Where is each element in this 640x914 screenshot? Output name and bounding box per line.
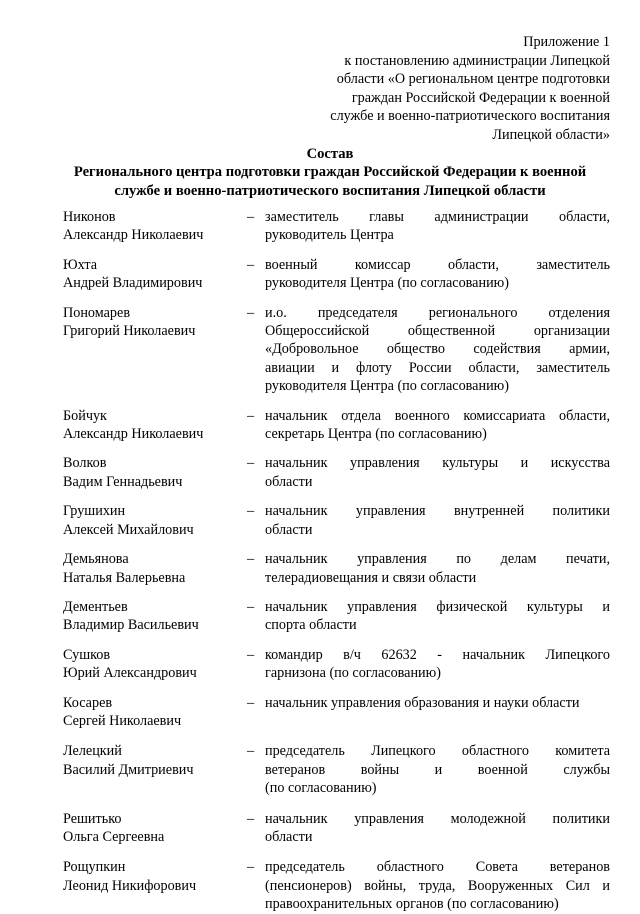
title-line: службе и военно-патриотического воспитания Липецкой области [114,182,546,199]
member-surname: Косарев [63,694,113,711]
member-row [63,742,610,797]
member-surname: Пономарев [63,304,131,321]
role-line: военный комиссар области, заместитель [265,256,610,273]
role-line: (по согласованию) [265,780,377,797]
appendix-line: Приложение 1 [523,34,610,50]
member-given-name: Андрей Владимирович [63,275,203,292]
member-row [63,454,610,491]
role-line: Общероссийской общественной организации [265,323,610,340]
role-line: ветеранов войны и военной службы [265,761,610,778]
dash-separator: – [247,256,255,273]
dash-separator: – [247,646,255,663]
role-line: (пенсионеров) войны, труда, Вооруженных Сил и [265,877,610,894]
member-row [63,646,610,683]
member-name [63,256,247,293]
role-line: авиации и флоту России области, заместитель [265,359,610,376]
member-surname: Грушихин [63,503,126,520]
role-line: начальник отдела военного комиссариата области, [265,407,610,424]
member-role [265,454,610,491]
member-given-name: Наталья Валерьевна [63,569,186,586]
role-line: спорта области [265,617,357,634]
role-line: начальник управления физической культуры и [265,598,610,615]
member-name [63,598,247,635]
member-given-name: Алексей Михайлович [63,521,194,538]
member-role [265,550,610,587]
member-role [265,858,610,913]
role-line: «Добровольное общество содействия армии, [265,341,610,358]
member-surname: Решитько [63,810,122,827]
title-line: Регионального центра подготовки граждан Российской Федерации к военной [73,164,587,181]
member-role [265,256,610,293]
member-given-name: Леонид Никифорович [63,877,197,894]
member-given-name: Сергей Николаевич [63,712,182,729]
role-line: области [265,828,313,845]
document-title [40,145,620,200]
member-row [63,502,610,539]
role-line: начальник управления внутренней политики [265,503,610,520]
role-line: председатель Липецкого областного комитета [265,743,610,760]
role-line: руководителя Центра (по согласованию) [265,378,509,395]
member-name [63,454,247,491]
member-surname: Сушков [63,646,111,663]
role-line: и.о. председателя регионального отделения [265,304,610,321]
members-list [63,208,610,914]
member-given-name: Александр Николаевич [63,227,204,244]
member-row [63,694,610,731]
dash-separator: – [247,304,255,321]
member-surname: Демьянова [63,551,129,568]
member-row [63,208,610,245]
appendix-block [280,33,610,145]
role-line: начальник управления образования и науки области [265,694,580,711]
member-name [63,858,247,913]
member-surname: Дементьев [63,598,128,615]
member-surname: Никонов [63,209,116,225]
member-given-name: Владимир Васильевич [63,617,199,634]
member-given-name: Василий Дмитриевич [63,761,194,778]
appendix-line: области «О региональном центре подготовки [336,71,610,88]
role-line: председатель областного Совета ветеранов [265,859,610,876]
appendix-line: службе и военно-патриотического воспитания [330,108,610,125]
member-name [63,304,247,396]
member-row [63,304,610,396]
member-name [63,646,247,683]
role-line: телерадиовещания и связи области [265,569,477,586]
member-role [265,598,610,635]
dash-separator: – [247,694,255,711]
member-surname: Рощупкин [63,859,126,876]
member-role [265,646,610,683]
member-given-name: Вадим Геннадьевич [63,473,183,490]
member-row [63,858,610,913]
member-given-name: Ольга Сергеевна [63,828,165,845]
member-name [63,810,247,847]
member-given-name: Юрий Александрович [63,665,197,682]
dash-separator: – [247,551,255,568]
member-given-name: Александр Николаевич [63,426,204,443]
dash-separator: – [247,407,255,424]
role-line: начальник управления молодежной политики [265,810,610,827]
dash-separator: – [247,859,255,876]
member-role [265,694,610,731]
member-role [265,810,610,847]
dash-separator: – [247,503,255,520]
member-row [63,407,610,444]
member-name [63,550,247,587]
role-line: секретарь Центра (по согласованию) [265,426,487,443]
appendix-line: к постановлению администрации Липецкой [344,52,610,69]
member-row [63,550,610,587]
member-role [265,407,610,444]
dash-separator: – [247,810,255,827]
member-name [63,742,247,797]
role-line: гарнизона (по согласованию) [265,665,441,682]
role-line: области [265,473,313,490]
member-name [63,407,247,444]
member-name [63,694,247,731]
role-line: правоохранительных органов (по согласованию) [265,896,559,913]
role-line: заместитель главы администрации области, [265,209,610,225]
member-role [265,742,610,797]
role-line: руководитель Центра [265,227,394,244]
member-role [265,502,610,539]
member-surname: Бойчук [63,407,107,424]
member-surname: Юхта [63,256,97,273]
role-line: области [265,521,313,538]
member-role [265,208,610,245]
member-surname: Лелецкий [63,743,122,760]
dash-separator: – [247,743,255,760]
role-line: руководителя Центра (по согласованию) [265,275,509,292]
role-line: начальник управления по делам печати, [265,551,610,568]
dash-separator: – [247,455,255,472]
member-role [265,304,610,396]
member-given-name: Григорий Николаевич [63,323,196,340]
role-line: командир в/ч 62632 - начальник Липецкого [265,646,610,663]
member-row [63,598,610,635]
member-row [63,810,610,847]
member-name [63,502,247,539]
dash-separator: – [247,209,255,225]
role-line: начальник управления культуры и искусства [265,455,610,472]
member-name [63,208,247,245]
member-surname: Волков [63,455,107,472]
appendix-line: граждан Российской Федерации к военной [351,89,610,106]
dash-separator: – [247,598,255,615]
appendix-line: Липецкой области» [492,126,610,143]
member-row [63,256,610,293]
title-heading: Состав [306,146,354,162]
